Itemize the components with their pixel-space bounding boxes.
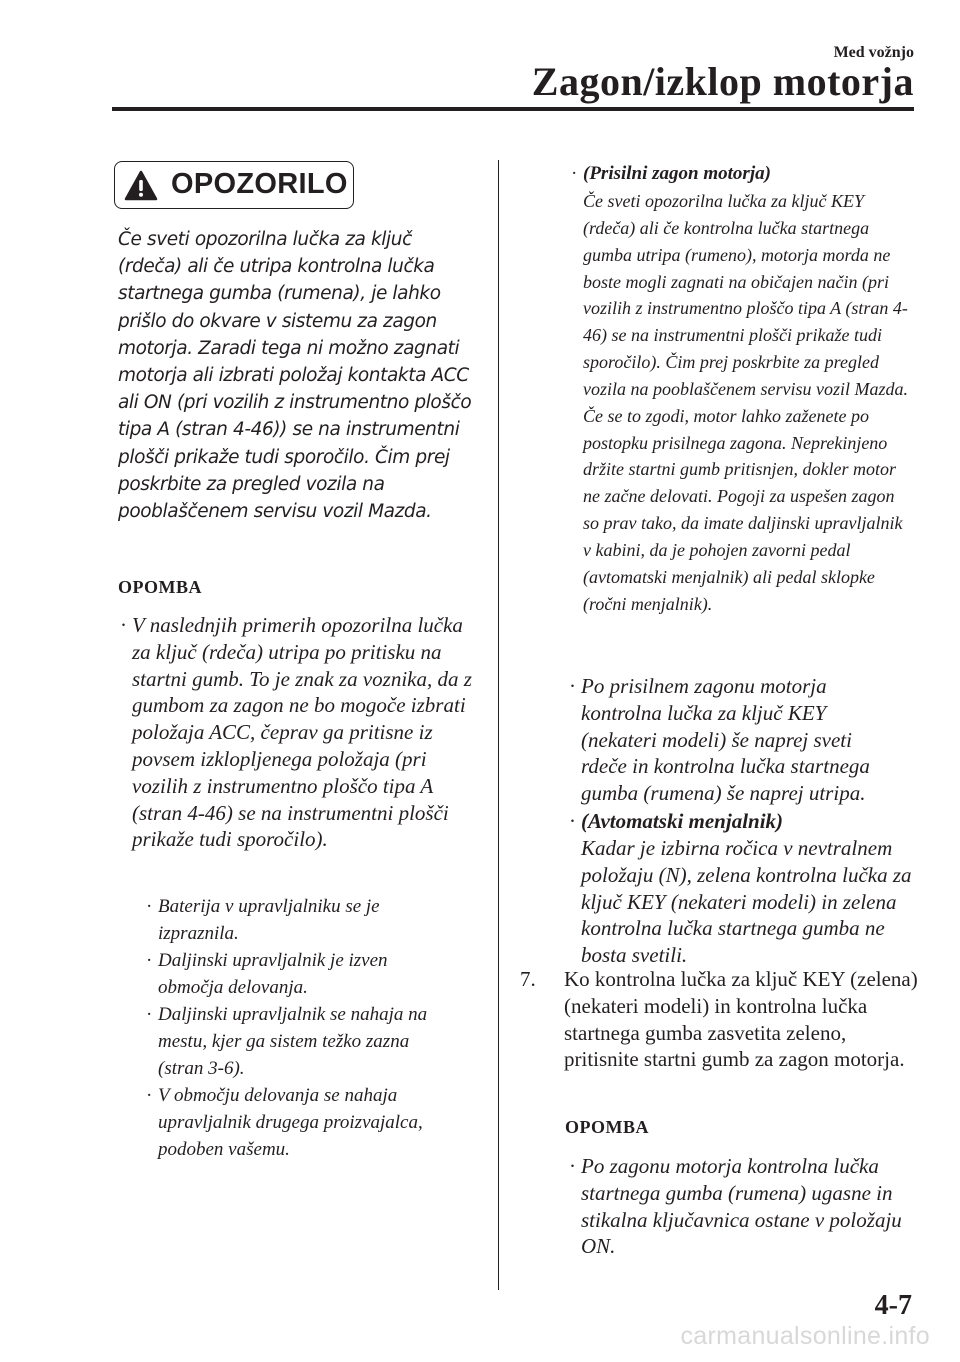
list-item — [146, 948, 448, 1002]
watermark: carmanualsonline.info — [680, 1322, 930, 1350]
step-number: 7. — [520, 967, 536, 991]
bullet-dot: · — [569, 674, 576, 698]
bullet-dot: · — [569, 809, 576, 833]
page-title: Zagon/izklop motorja — [531, 59, 914, 104]
list-item — [146, 1002, 448, 1082]
list-item-text: Daljinski upravljalnik je izven območja delovanja. — [158, 950, 388, 998]
list-item — [146, 1083, 468, 1163]
bullet-dot: · — [146, 1004, 153, 1025]
warning-box — [114, 161, 354, 209]
list-item — [146, 894, 448, 948]
bullet-dot: · — [571, 163, 578, 184]
section-label: Med vožnjo — [833, 44, 914, 61]
note-item — [569, 1153, 915, 1260]
note-item-text: Po zagonu motorja kontrolna lučka startnega gumba (rumena) ugasne in stikalna ključavnica ostane v položaju ON. — [581, 1154, 902, 1259]
warning-label: OPOZORILO — [171, 168, 348, 200]
bullet-dot: · — [146, 950, 153, 971]
after-forced-text: Po prisilnem zagonu motorja kontrolna lučka za ključ KEY (nekateri modeli) še naprej sveti rdeče in kontrolna lučka startnega gumba (rumena) še naprej utripa. — [581, 674, 870, 806]
forced-start-text: Če sveti opozorilna lučka za ključ KEY (rdeča) ali če kontrolna lučka startnega gumba utripa (rumeno), motorja morda ne boste mogli zagnati na običajen način (pri vozilih z instrumentno ploščo tipa A (stran 4-46) se na instrumentni plošči prikaže tudi sporočilo). Čim prej poskrbite za pregled vozila na pooblaščenem servisu vozil Mazda. Če se to zgodi, motor lahko zaženete po postopku prisilnega zagona. Neprekinjeno držite startni gumb pritisnjen, dokler motor ne začne delovati. Pogoji za uspešen zagon so prav tako, da imate daljinski upravljalnik v kabini, da je pohojen zavorni pedal (avtomatski menjalnik) ali pedal sklopke (ročni menjalnik). — [583, 191, 908, 614]
step-text: Ko kontrolna lučka za ključ KEY (zelena) (nekateri modeli) in kontrolna lučka startnega gumba zasvetita zeleno, pritisnite startni gumb za zagon motorja. — [564, 967, 918, 1072]
warning-text: Če sveti opozorilna lučka za ključ (rdeča) ali če utripa kontrolna lučka startnega gumba (rumena), je lahko prišlo do okvare v sistemu za zagon motorja. Zaradi tega ni možno zagnati motorja ali izbrati položaj kontakta ACC ali ON (pri vozilih z instrumentno ploščo tipa A (stran 4-46)) se na instrumentni plošči prikaže tudi sporočilo. Čim prej poskrbite za pregled vozila na pooblaščenem servisu vozil Mazda. — [118, 229, 472, 523]
bullet-dot: · — [146, 1085, 153, 1106]
header-rule — [112, 107, 914, 111]
bullet-dot: · — [569, 1154, 576, 1178]
forced-start-title: (Prisilni zagon motorja) — [583, 163, 771, 184]
after-forced-item — [569, 673, 891, 807]
forced-start-item — [571, 161, 913, 188]
list-item-text: Baterija v upravljalniku se je izpraznila. — [158, 896, 380, 944]
column-divider — [498, 160, 499, 1290]
auto-transmission-item — [569, 808, 911, 835]
list-item-text: Daljinski upravljalnik se nahaja na mestu, kjer ga sistem težko zazna (stran 3-6). — [158, 1004, 428, 1079]
note-intro — [120, 612, 472, 853]
list-item-text: V območju delovanja se nahaja upravljalnik drugega proizvajalca, podoben vašemu. — [158, 1085, 423, 1160]
auto-transmission-text: Kadar je izbirna ročica v nevtralnem položaju (N), zelena kontrolna lučka za ključ KEY (nekateri modeli) in zelena kontrolna lučka startnega gumba ne bosta svetili. — [581, 836, 912, 968]
note-heading: OPOMBA — [565, 1117, 649, 1137]
warning-triangle-icon — [124, 170, 158, 201]
note-heading: OPOMBA — [118, 577, 202, 597]
page-number: 4-7 — [874, 1290, 912, 1321]
bullet-dot: · — [146, 896, 153, 917]
bullet-dot: · — [120, 613, 127, 637]
note-intro-text: V naslednjih primerih opozorilna lučka za ključ (rdeča) utripa po pritisku na startni gumb. To je znak za voznika, da z gumbom za zagon ne bo mogoče izbrati položaja ACC, čeprav ga pritisne iz povsem izklopljenega položaja (pri vozilih z instrumentno ploščo tipa A (stran 4-46) se na instrumentni plošči prikaže tudi sporočilo). — [132, 613, 472, 852]
auto-transmission-title: (Avtomatski menjalnik) — [581, 809, 784, 833]
